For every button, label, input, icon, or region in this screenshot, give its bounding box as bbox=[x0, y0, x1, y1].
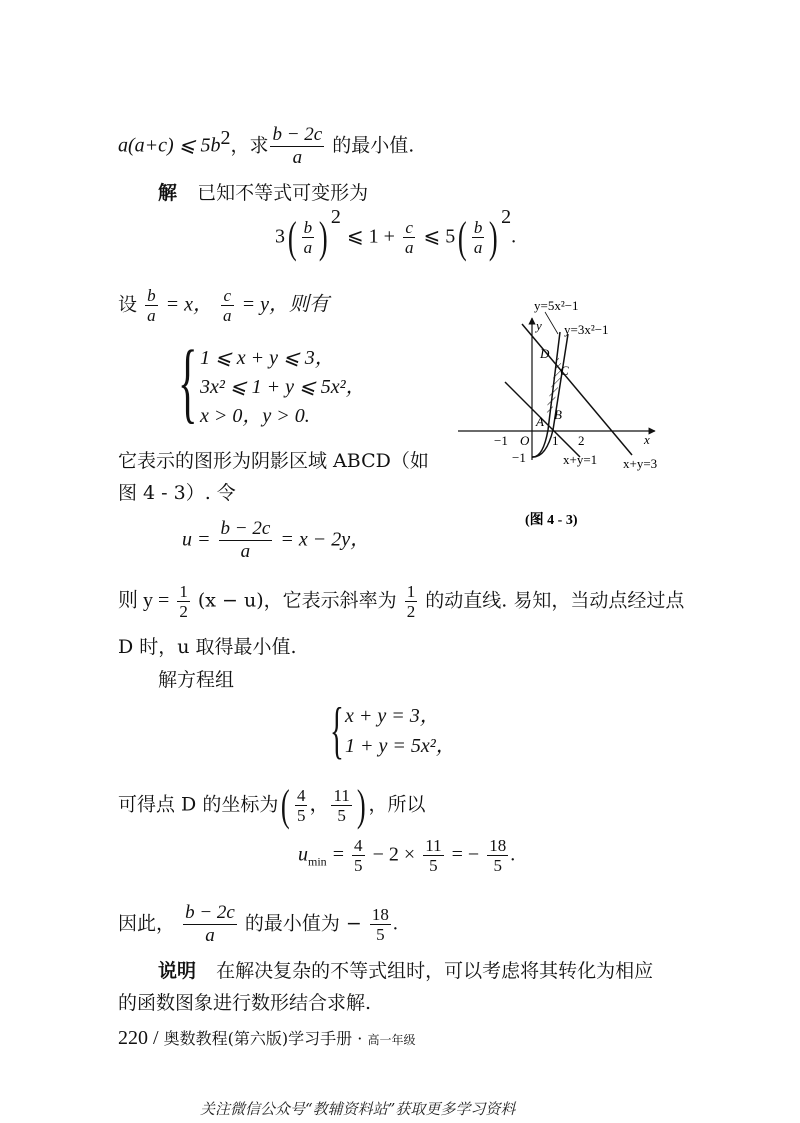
point-label: B bbox=[554, 407, 562, 422]
tick-label: 2 bbox=[578, 433, 585, 448]
x-axis-label: x bbox=[644, 432, 650, 447]
note-line-1: 说明 在解决复杂的不等式组时，可以考虑将其转化为相应 bbox=[158, 960, 654, 982]
point-label: A bbox=[536, 414, 544, 429]
line-x-plus-y-3 bbox=[522, 324, 632, 455]
line-label: x+y=3 bbox=[623, 456, 658, 471]
point-label: C bbox=[560, 363, 569, 378]
system-1 bbox=[200, 344, 366, 431]
text-line-1: a(a+c) ⩽ $5b^2$，求 $\frac{b - 2c}{a}$ 的最小值. bbox=[118, 124, 415, 168]
origin-label: O bbox=[520, 433, 530, 448]
curve-label: y=5x²−1 bbox=[534, 298, 579, 313]
page-footer: 220 / 奥数教程(第六版)学习手册 · 高一年级 bbox=[118, 1027, 416, 1049]
system-1-row: 3x² ⩽ 1 + y ⩽ 5x²， bbox=[200, 376, 366, 398]
umin-equation: $u_{min}$ = $\frac{4}{5}$ − 2 × $\frac{11}{5}$ = − $\frac{18}{5}$ . bbox=[298, 836, 516, 875]
note-line-2: 的函数图象进行数形结合求解. bbox=[118, 992, 372, 1014]
u-equation: u = $\frac{b - 2c}{a}$ = x − 2y， bbox=[182, 518, 371, 562]
system-1-row: x > 0，y > 0. bbox=[200, 405, 310, 427]
figure-4-3 bbox=[450, 290, 680, 530]
tick-label: −1 bbox=[512, 450, 526, 465]
solution-label: 解 bbox=[158, 182, 178, 204]
system-2-row: 1 + y = 5x²， bbox=[345, 735, 456, 757]
substitution-line: 设 $\frac{b}{a}$ = x， $\frac{c}{a}$ = y，则有 bbox=[118, 286, 329, 325]
system-brace-1: { bbox=[178, 333, 198, 432]
region-text-2: 图 4 - 3）. 令 bbox=[118, 482, 236, 504]
frac-b-2c-a: $\frac{b - 2c}{a}$ bbox=[272, 124, 323, 168]
book-title: 奥数教程(第六版)学习手册 bbox=[163, 1029, 353, 1048]
point-label: D bbox=[540, 346, 550, 361]
watermark: 关注微信公众号“教辅资料站”获取更多学习资料 bbox=[200, 1100, 516, 1118]
y-axis-label: y bbox=[536, 318, 542, 333]
tick-label: 1 bbox=[552, 433, 559, 448]
curve-label: y=3x²−1 bbox=[564, 322, 609, 337]
expr-a-ineq: a(a+c) ⩽ 5b bbox=[118, 134, 221, 157]
tick-label: −1 bbox=[494, 433, 508, 448]
note-label: 说明 bbox=[158, 960, 197, 982]
solve-line: 解方程组 bbox=[158, 669, 235, 691]
solution-line: 解 已知不等式可变形为 bbox=[158, 182, 369, 204]
y-line: 则 y = $\frac{1}{2}$ (x − u)，它表示斜率为 $\frac{1}{2}$ 的动直线. 易知，当动点经过点 bbox=[118, 582, 685, 621]
d-line: D 时，u 取得最小值. bbox=[118, 636, 297, 658]
region-text-1: 它表示的图形为阴影区域 ABCD（如 bbox=[118, 450, 429, 472]
system-1-row: 1 ⩽ x + y ⩽ 3， bbox=[200, 347, 335, 369]
figure-caption: (图 4 - 3) bbox=[525, 513, 578, 528]
conclusion-line: 因此， $\frac{b - 2c}{a}$ 的最小值为 − $\frac{18}{5}$ . bbox=[118, 902, 398, 946]
ineq-display: 3( $\frac{b}{a}$ ) $^2$ ⩽ 1 + $\frac{c}{a}$ ⩽ 5( $\frac{b}{a}$ ) $^2$. bbox=[275, 206, 517, 262]
system-2 bbox=[345, 701, 456, 761]
line-label: x+y=1 bbox=[563, 452, 598, 467]
page-number: 220 / bbox=[118, 1027, 159, 1049]
system-2-row: x + y = 3， bbox=[345, 705, 440, 727]
grade-label: 高一年级 bbox=[367, 1033, 416, 1047]
coord-line: 可得点 D 的坐标为( $\frac{4}{5}$ ， $\frac{11}{5}$ ) ，所以 bbox=[118, 781, 426, 830]
system-brace-2: { bbox=[330, 694, 344, 765]
